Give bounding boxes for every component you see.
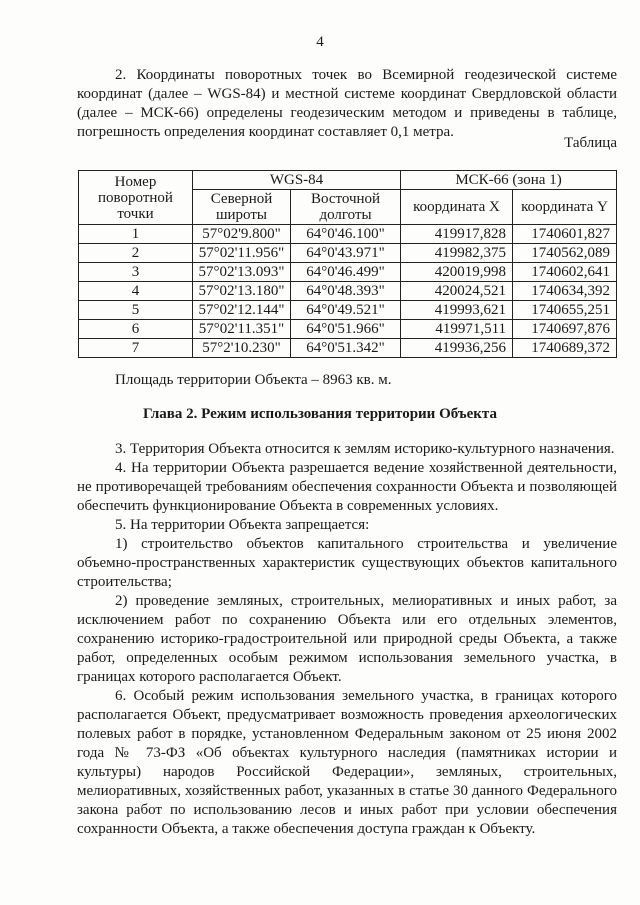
point-number-cell: 4: [79, 282, 193, 301]
area-text: Площадь территории Объекта – 8963 кв. м.: [115, 372, 392, 388]
latitude-cell: 57°2'10.230": [193, 339, 291, 358]
latitude-cell: 57°02'13.180": [193, 282, 291, 301]
longitude-cell: 64°0'46.499": [291, 263, 401, 282]
coordinates-table: [78, 170, 617, 358]
table-row: [79, 225, 617, 244]
header-point-number: Номер поворотной точки: [79, 171, 193, 225]
latitude-cell: 57°02'11.956": [193, 244, 291, 263]
point-number-cell: 6: [79, 320, 193, 339]
coord-y-cell: 1740655,251: [513, 301, 617, 320]
longitude-cell: 64°0'46.100": [291, 225, 401, 244]
coord-y-cell: 1740634,392: [513, 282, 617, 301]
latitude-cell: 57°02'13.093": [193, 263, 291, 282]
chapter-body: [77, 440, 617, 839]
paragraph-5-item-2: 2) проведение земляных, строительных, мелиоративных и иных работ, за исключением работ по сохранению Объекта или его отдельных элементов, сохранению историко-градостроительной или природной среды Объекта, а также работ, определенных особым режимом использования земельного участка, в границах которого располагается Объект.: [77, 593, 617, 685]
point-number-cell: 7: [79, 339, 193, 358]
coord-x-cell: 420024,521: [401, 282, 513, 301]
header-coord-x: координата X: [401, 190, 513, 225]
table-label: Таблица: [564, 135, 617, 151]
latitude-cell: 57°02'11.351": [193, 320, 291, 339]
table-row: [79, 320, 617, 339]
coord-y-cell: 1740601,827: [513, 225, 617, 244]
paragraph-5-item-1: 1) строительство объектов капитального строительства и увеличение объемно-пространственных характеристик существующих объектов капитального строительства;: [77, 536, 617, 590]
table-row: [79, 263, 617, 282]
table-row: [79, 301, 617, 320]
intro-paragraph: 2. Координаты поворотных точек во Всемирной геодезической системе координат (далее – WGS-84) и местной системе координат Свердловской области (далее – МСК-66) определены геодезическим методом и приведены в таблице, погрешность определения координат составляет 0,1 метра.: [77, 67, 617, 140]
longitude-cell: 64°0'49.521": [291, 301, 401, 320]
paragraph-5: 5. На территории Объекта запрещается:: [115, 517, 370, 533]
paragraph-3: 3. Территория Объекта относится к землям историко-культурного назначения.: [115, 441, 615, 457]
point-number-cell: 3: [79, 263, 193, 282]
latitude-cell: 57°02'12.144": [193, 301, 291, 320]
latitude-cell: 57°02'9.800": [193, 225, 291, 244]
coord-y-cell: 1740697,876: [513, 320, 617, 339]
paragraph-6: 6. Особый режим использования земельного участка, в границах которого располагается Объект, предусматривает возможность проведения археологических полевых работ в порядке, установленном Федеральным законом от 25 июня 2002 года № 73-ФЗ «Об объектах культурного наследия (памятниках истории и культуры) народов Российской Федерации», земляных, строительных, мелиоративных, хозяйственных работ, указанных в статье 30 данного Федерального закона работ по использованию лесов и иных работ при условии обеспечения сохранности Объекта, а также обеспечения доступа граждан к Объекту.: [77, 688, 617, 837]
header-latitude: Северной широты: [193, 190, 291, 225]
table-body: [79, 225, 617, 358]
coord-x-cell: 419993,621: [401, 301, 513, 320]
point-number-cell: 5: [79, 301, 193, 320]
table-row: [79, 244, 617, 263]
table-row: [79, 282, 617, 301]
point-number-cell: 2: [79, 244, 193, 263]
header-msk66: МСК-66 (зона 1): [401, 171, 617, 190]
header-coord-y: координата Y: [513, 190, 617, 225]
coord-x-cell: 420019,998: [401, 263, 513, 282]
coord-y-cell: 1740602,641: [513, 263, 617, 282]
header-wgs84: WGS-84: [193, 171, 401, 190]
coord-y-cell: 1740689,372: [513, 339, 617, 358]
header-longitude: Восточной долготы: [291, 190, 401, 225]
chapter-title: Глава 2. Режим использования территории Объекта: [143, 406, 497, 422]
page-number: 4: [316, 34, 324, 50]
coord-y-cell: 1740562,089: [513, 244, 617, 263]
longitude-cell: 64°0'43.971": [291, 244, 401, 263]
point-number-cell: 1: [79, 225, 193, 244]
coord-x-cell: 419936,256: [401, 339, 513, 358]
longitude-cell: 64°0'51.966": [291, 320, 401, 339]
longitude-cell: 64°0'48.393": [291, 282, 401, 301]
table-row: [79, 339, 617, 358]
coord-x-cell: 419982,375: [401, 244, 513, 263]
paragraph-4: 4. На территории Объекта разрешается ведение хозяйственной деятельности, не противоречащей требованиям обеспечения сохранности Объекта и позволяющей обеспечить функционирование Объекта в современных условиях.: [77, 460, 617, 514]
coord-x-cell: 419917,828: [401, 225, 513, 244]
coord-x-cell: 419971,511: [401, 320, 513, 339]
longitude-cell: 64°0'51.342": [291, 339, 401, 358]
intro-section: [77, 66, 617, 142]
